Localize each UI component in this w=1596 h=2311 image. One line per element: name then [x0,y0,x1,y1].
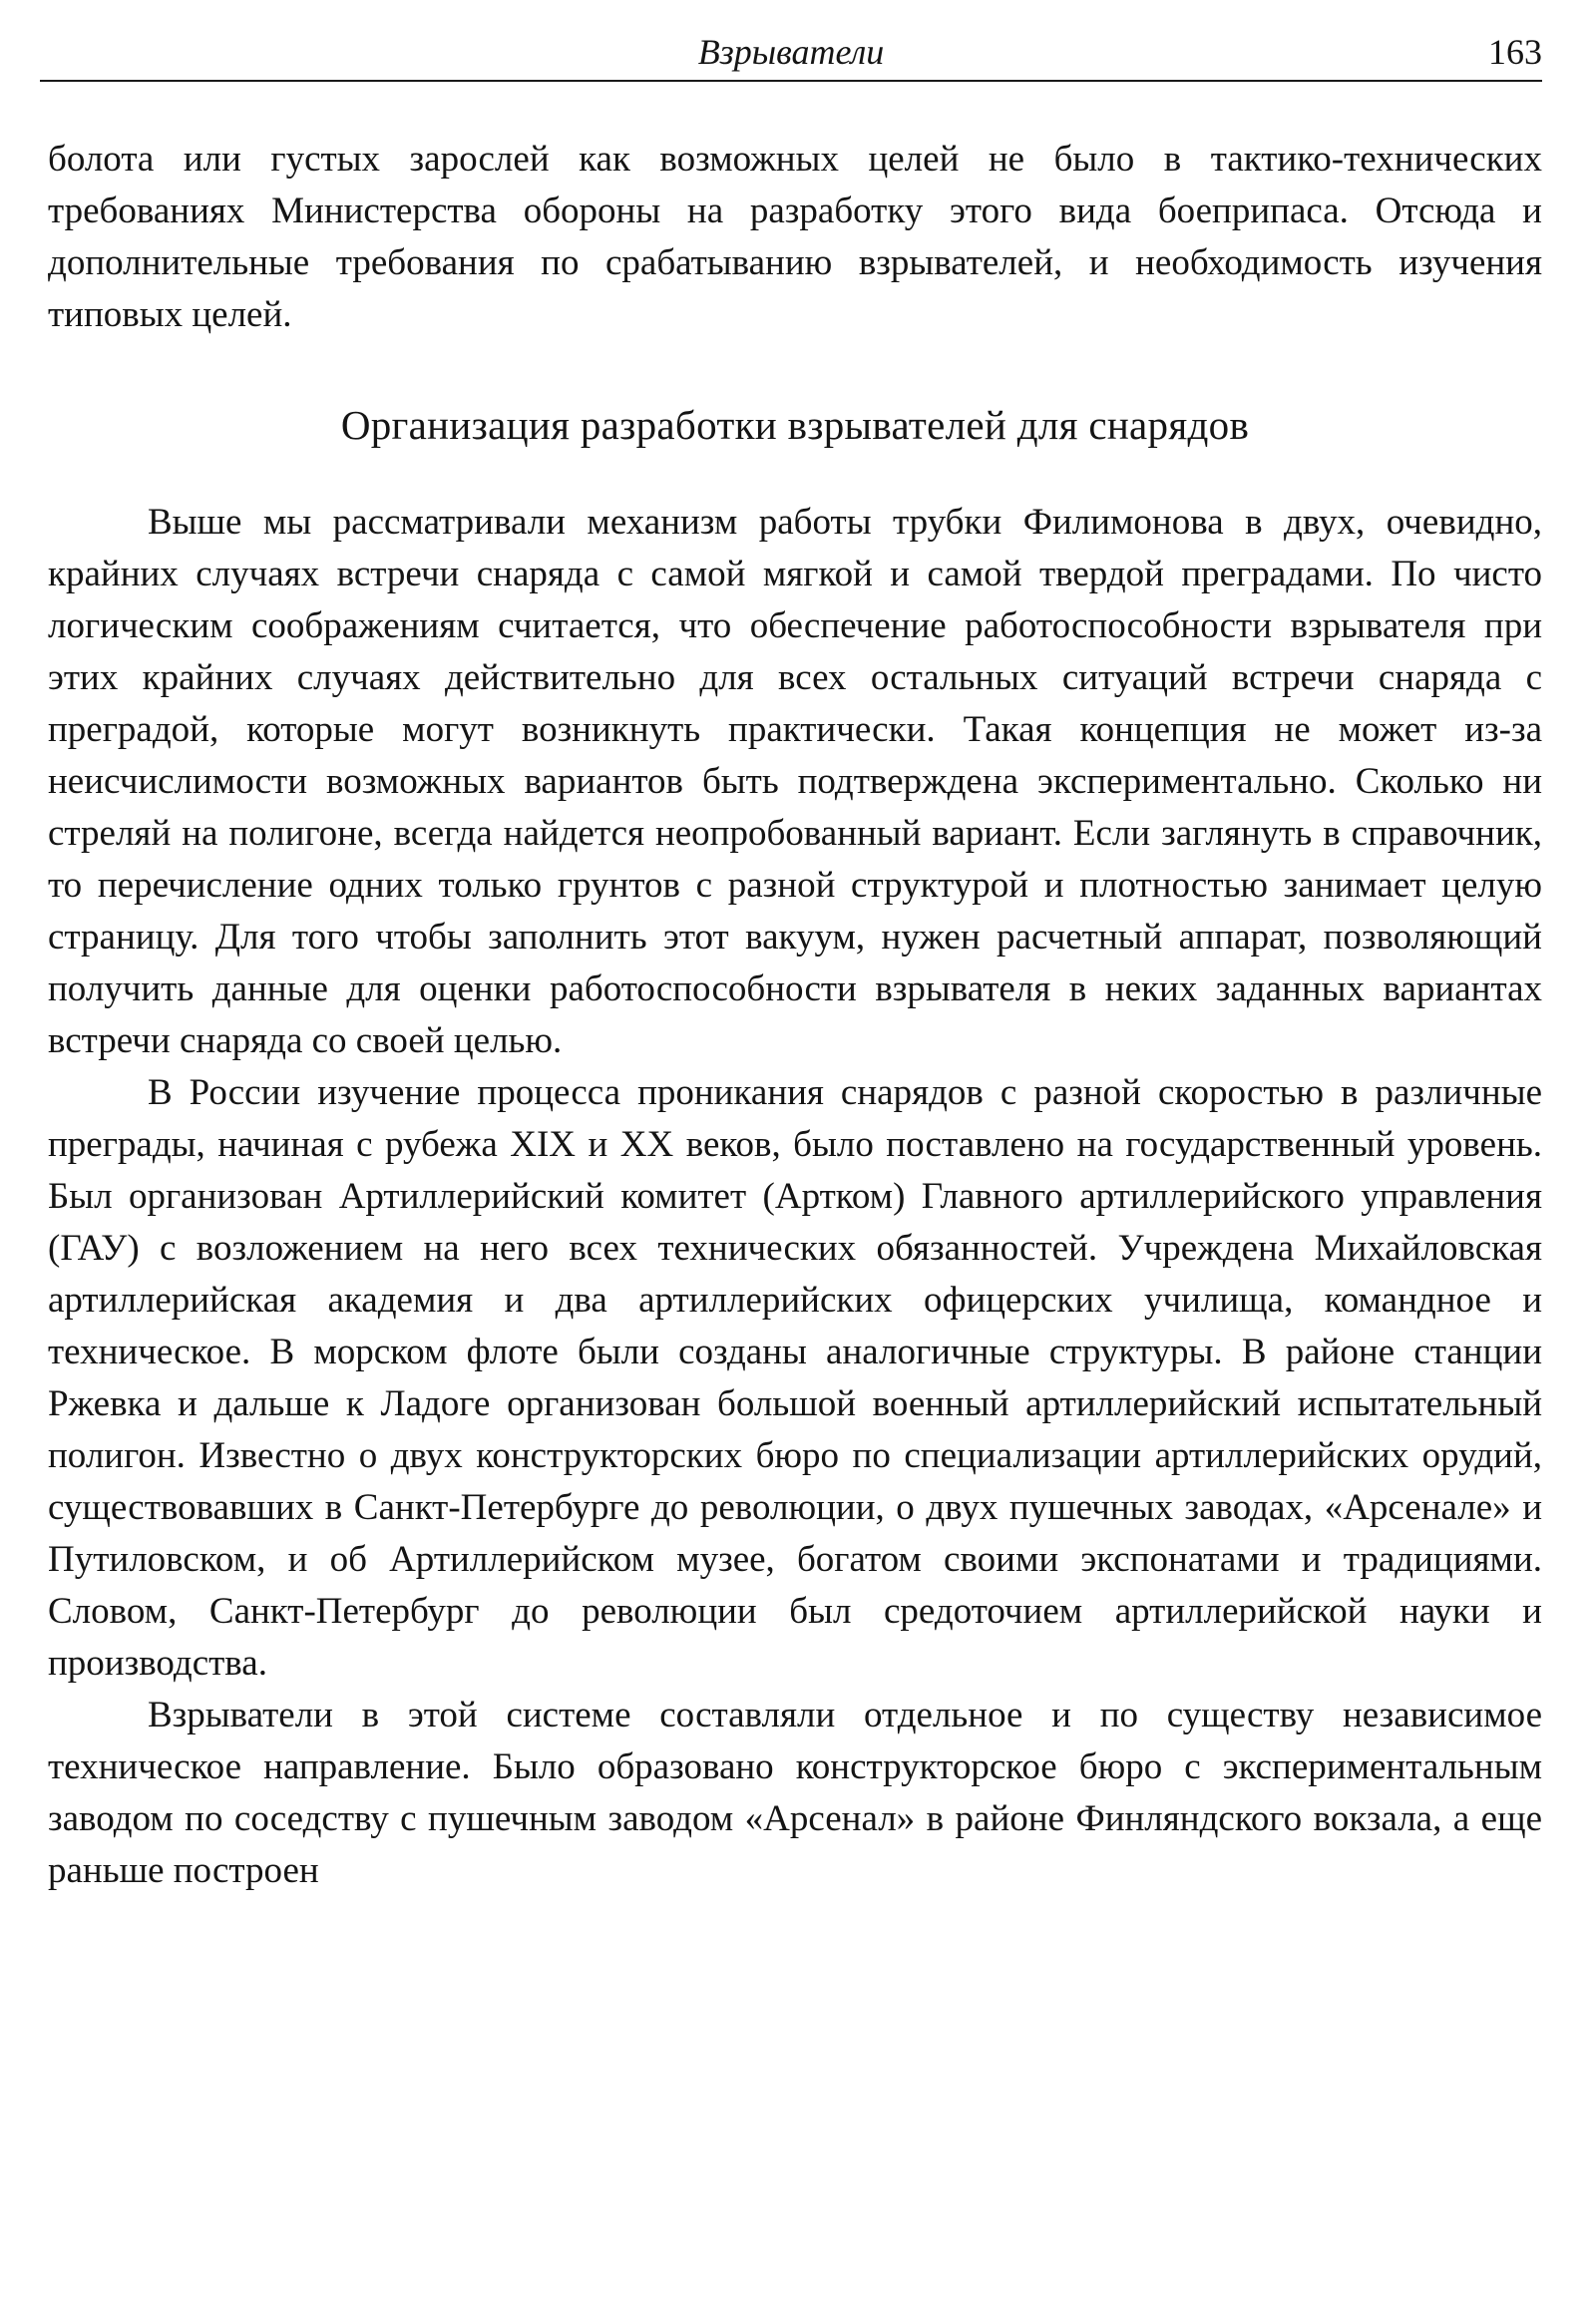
body-text [48,134,1542,1897]
paragraph-filimonov-tube: Выше мы рассматривали механизм работы трубки Филимонова в двух, очевидно, крайних случаях встречи снаряда с самой мягкой и самой твердой преградами. По чисто логическим соображениям считается, что обеспечение работоспособности взрывателя при этих крайних случаях действительно для всех остальных ситуаций встречи снаряда с преградой, которые могут возникнуть практически. Такая концепция не может из-за неисчислимости возможных вариантов быть подтверждена экспериментально. Сколько ни стреляй на полигоне, всегда найдется неопробованный вариант. Если заглянуть в справочник, то перечисление одних только грунтов с разной структурой и плотностью занимает целую страницу. Для того чтобы заполнить этот вакуум, нужен расчетный аппарат, позволяющий получить данные для оценки работоспособности взрывателя в неких заданных вариантах встречи снаряда со своей целью. [48,502,1542,1061]
running-head [40,24,1542,82]
paragraph-fuze-direction: Взрыватели в этой системе составляли отдельное и по существу независимое техническое направление. Было образовано конструкторское бюро с экспериментальным заводом по соседству с пушечным заводом «Арсенал» в районе Финляндского вокзала, а еще раньше построен [48,1695,1542,1891]
running-title: Взрыватели [697,32,885,72]
section-heading: Организация разработки взрывателей для снарядов [340,402,1250,448]
paragraph-russia-research: В России изучение процесса проникания снарядов с разной скоростью в различные преграды, начиная с рубежа XIX и XX веков, было поставлено на государственный уровень. Был организован Артиллерийский комитет (Артком) Главного артиллерийского управления (ГАУ) с возложением на него всех технических обязанностей. Учреждена Михайловская артиллерийская академия и два артиллерийских офицерских училища, командное и техническое. В морском флоте были созданы аналогичные структуры. В районе станции Ржевка и дальше к Ладоге организован большой военный артиллерийский испытательный полигон. Известно о двух конструкторских бюро по специализации артиллерийских орудий, существовавших в Санкт-Петербурге до революции, о двух пушечных заводах, «Арсенале» и Путиловском, и об Артиллерийском музее, богатом своими экспонатами и традициями. Словом, Санкт-Петербург до революции был средоточием артиллерийской науки и производства. [48,1072,1542,1684]
paragraph-continuation: болота или густых зарослей как возможных целей не было в тактико-технических требованиях Министерства обороны на разработку этого вида боеприпаса. Отсюда и дополнительные требования по срабатыванию взрывателей, и необходимость изучения типовых целей. [48,139,1542,335]
page-number: 163 [1488,32,1542,72]
